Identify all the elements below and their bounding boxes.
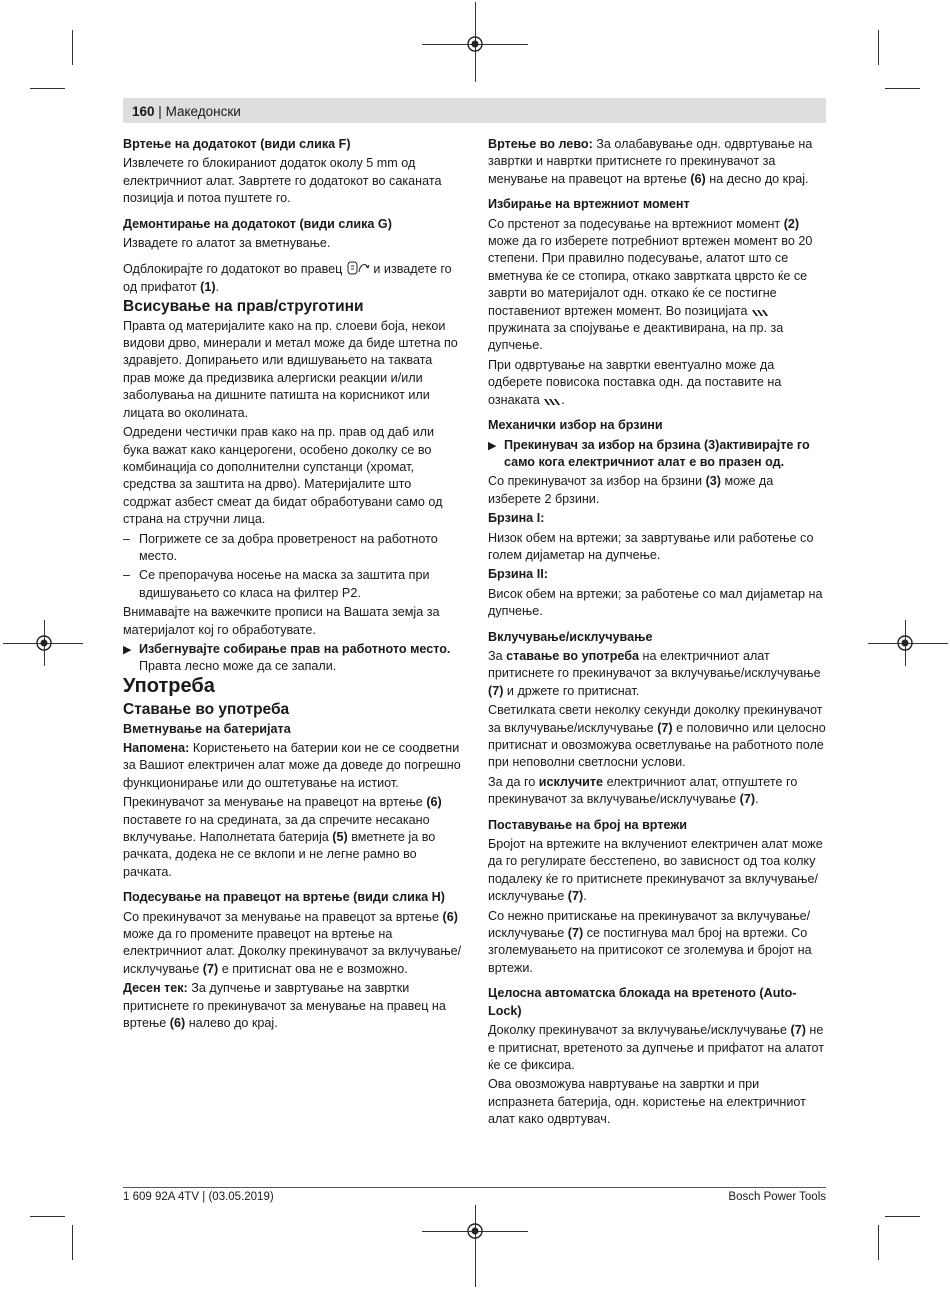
footer-rule — [123, 1187, 826, 1188]
chapter-heading: Употреба — [123, 674, 215, 697]
paragraph: Десен тек: За дупчење и завртување на завртки притиснете го прекинувачот за менување на правец на вртење (6) налево до крај. — [123, 981, 446, 1031]
registration-line — [475, 1205, 476, 1287]
section-heading: Всисување на прав/струготини — [123, 298, 364, 316]
header-separator: | — [158, 104, 162, 119]
section-heading: Поставување на број на вртежи — [488, 817, 688, 832]
crop-mark — [30, 88, 65, 89]
header-language: Македонски — [165, 104, 241, 119]
footer-doc-id: 1 609 92A 4TV | (03.05.2019) — [123, 1191, 274, 1203]
paragraph: Светилката свети неколку секунди доколку прекинувачот за вклучување/исклучување (7) е половично или целосно притиснат и овозможува осветлување на работното поле при неповолни светлосни услови. — [488, 703, 826, 770]
paragraph: Одблокирајте го додатокот во правец и извадете го од прифатот (1). — [123, 262, 452, 294]
page-number: 160 — [132, 104, 155, 119]
list-item: – Погрижете се за добра проветреност на работното место. — [123, 531, 438, 563]
crop-mark — [72, 1225, 73, 1260]
section-heading: Вртење на додатокот (види слика F) — [123, 137, 351, 151]
sub-heading: Брзина II: — [488, 567, 548, 582]
warning-item: ▶ Избегнувајте собирање прав на работното место. Правта лесно може да се запали. — [123, 641, 451, 674]
warning-item: ▶ Прекинувач за избор на брзина (3)активирајте го само кога електричниот алат е во празен од. — [488, 437, 810, 469]
triangle-bullet-icon: ▶ — [123, 643, 132, 656]
crop-mark — [30, 1216, 65, 1217]
registration-target-icon — [896, 634, 914, 652]
paragraph: Ова овозможува навртување на завртки и при испразнета батерија, одн. користење на електричниот алат како одвртувач. — [488, 1077, 806, 1127]
sub-heading: Брзина I: — [488, 511, 545, 526]
crop-mark — [878, 1225, 879, 1260]
section-heading: Избирање на вртежниот момент — [488, 197, 690, 212]
section-heading: Целосна автоматска блокада на вретеното (Auto-Lock) — [488, 986, 797, 1018]
drill-mode-icon — [751, 308, 769, 318]
crop-mark — [72, 30, 73, 65]
paragraph: Правта од материјалите како на пр. слоеви боја, некои видови дрво, минерали и метал може да биде штетна по здравјето. Допирањето или вдишувањето на таквата прав може да предизвика алергиски реакции и/или заболувања на дишните патишта на корисникот или лицата во околината. — [123, 318, 458, 420]
section-heading: Демонтирање на додатокот (види слика G) — [123, 216, 392, 231]
section-heading: Вклучување/исклучување — [488, 629, 653, 644]
triangle-bullet-icon: ▶ — [488, 439, 497, 452]
paragraph: Внимавајте на важечките прописи на Вашата земја за материјалот кој го обработувате. — [123, 605, 440, 637]
paragraph: Со прекинувачот за менување на правецот за вртење (6) може да го промените правецот на вртење на електричниот алат. Доколку прекинувачот за вклучување/исклучување (7) е притиснат ова не е возможно. — [123, 909, 462, 976]
paragraph: Извлечете го блокираниот додаток околу 5 mm од електричниот алат. Завртете го додатокот во саканата позиција и потоа пуштете го. — [123, 156, 442, 206]
paragraph: Со нежно притискање на прекинувачот за вклучување/исклучување (7) се постигнува мал број на вртежи. Со зголемувањето на притисокот се зголемува и бројот на вртежи. — [488, 908, 812, 975]
paragraph: За ставање во употреба на електричниот алат притиснете го прекинувачот за вклучување/исклучување (7) и држете го притиснат. — [488, 648, 821, 698]
section-heading: Вметнување на батеријата — [123, 721, 291, 736]
paragraph: Напомена: Користењето на батерии кои не се соодветни за Вашиот електричен алат може да доведе до погрешно функционирање или до оштетување на истиот. — [123, 741, 461, 790]
page-header — [132, 103, 241, 120]
paragraph: Со прстенот за подесување на вртежниот момент (2) може да го изберете потребниот вртежен момент во 20 степени. При правилно подесување, алатот што се вметнува ќе се стопира, откако завртката цврсто ќе се заврти во материјалот одн. откако ќе се постигне поставениот вртежен момент. Во позицијата пружината за спојување е деактивирана, на пр. за дупчење. — [488, 216, 813, 353]
paragraph: Одредени честички прав како на пр. прав од даб или бука важат како канцерогени, особено доколку се во комбинација со дополнителни супстанци (хромат, средства за заштита на дрво). Материјалите што содржат азбест смеат да бидат обработувани само од страна на стручни лица. — [123, 425, 443, 527]
section-heading: Ставање во употреба — [123, 701, 290, 719]
paragraph: Вртење во лево: За олабавување одн. одвртување на завртки и навртки притиснете го прекинувачот за менување на правецот на вртење (6) на десно до крај. — [488, 137, 813, 186]
paragraph: При одвртување на завртки евентуално може да одберете повисока поставка одн. да поставите на ознаката . — [488, 357, 782, 407]
drill-mode-icon — [543, 397, 561, 407]
paragraph: Низок обем на вртежи; за завртување или работење со голем дијаметар на дупчење. — [488, 530, 814, 562]
left-column — [123, 136, 462, 1035]
crop-mark — [885, 1216, 920, 1217]
paragraph: Прекинувачот за менување на правецот на вртење (6) поставете го на средината, за да спречите несакано вклучување. Наполнетата батерија (5) вметнете ја во рачката, додека не се вклопи и не легне рамно во рачката. — [123, 795, 442, 879]
right-column — [488, 136, 827, 1131]
paragraph: Висок обем на вртежи; за работење со мал дијаметар на дупчење. — [488, 586, 823, 619]
footer-brand: Bosch Power Tools — [728, 1191, 826, 1203]
section-heading: Механички избор на брзини — [488, 418, 663, 433]
section-heading: Подесување на правецот на вртење (види слика H) — [123, 890, 445, 905]
crop-mark — [885, 88, 920, 89]
paragraph: Бројот на вртежите на вклучениот електричен алат може да го регулирате бесстепено, во зависност од тоа колку подалеку ќе го притиснете прекинувачот за вклучување/исклучување (7). — [488, 837, 823, 904]
paragraph: За да го исклучите електричниот алат, отпуштете го прекинувачот за вклучување/исклучување (7). — [488, 774, 798, 807]
list-item: – Се препорачува носење на маска за заштита при вдишувањето со класа на филтер P2. — [123, 568, 430, 600]
registration-target-icon — [466, 1222, 484, 1240]
unlock-direction-icon — [346, 260, 370, 276]
paragraph: Доколку прекинувачот за вклучување/исклучување (7) не е притиснат, вретеното за дупчење и прифатот на алатот ќе се фиксира. — [488, 1023, 825, 1072]
paragraph: Со прекинувачот за избор на брзини (3) може да изберете 2 брзини. — [488, 474, 774, 506]
paragraph: Извадете го алатот за вметнување. — [123, 236, 331, 251]
registration-target-icon — [35, 634, 53, 652]
crop-mark — [878, 30, 879, 65]
registration-target-icon — [466, 35, 484, 53]
